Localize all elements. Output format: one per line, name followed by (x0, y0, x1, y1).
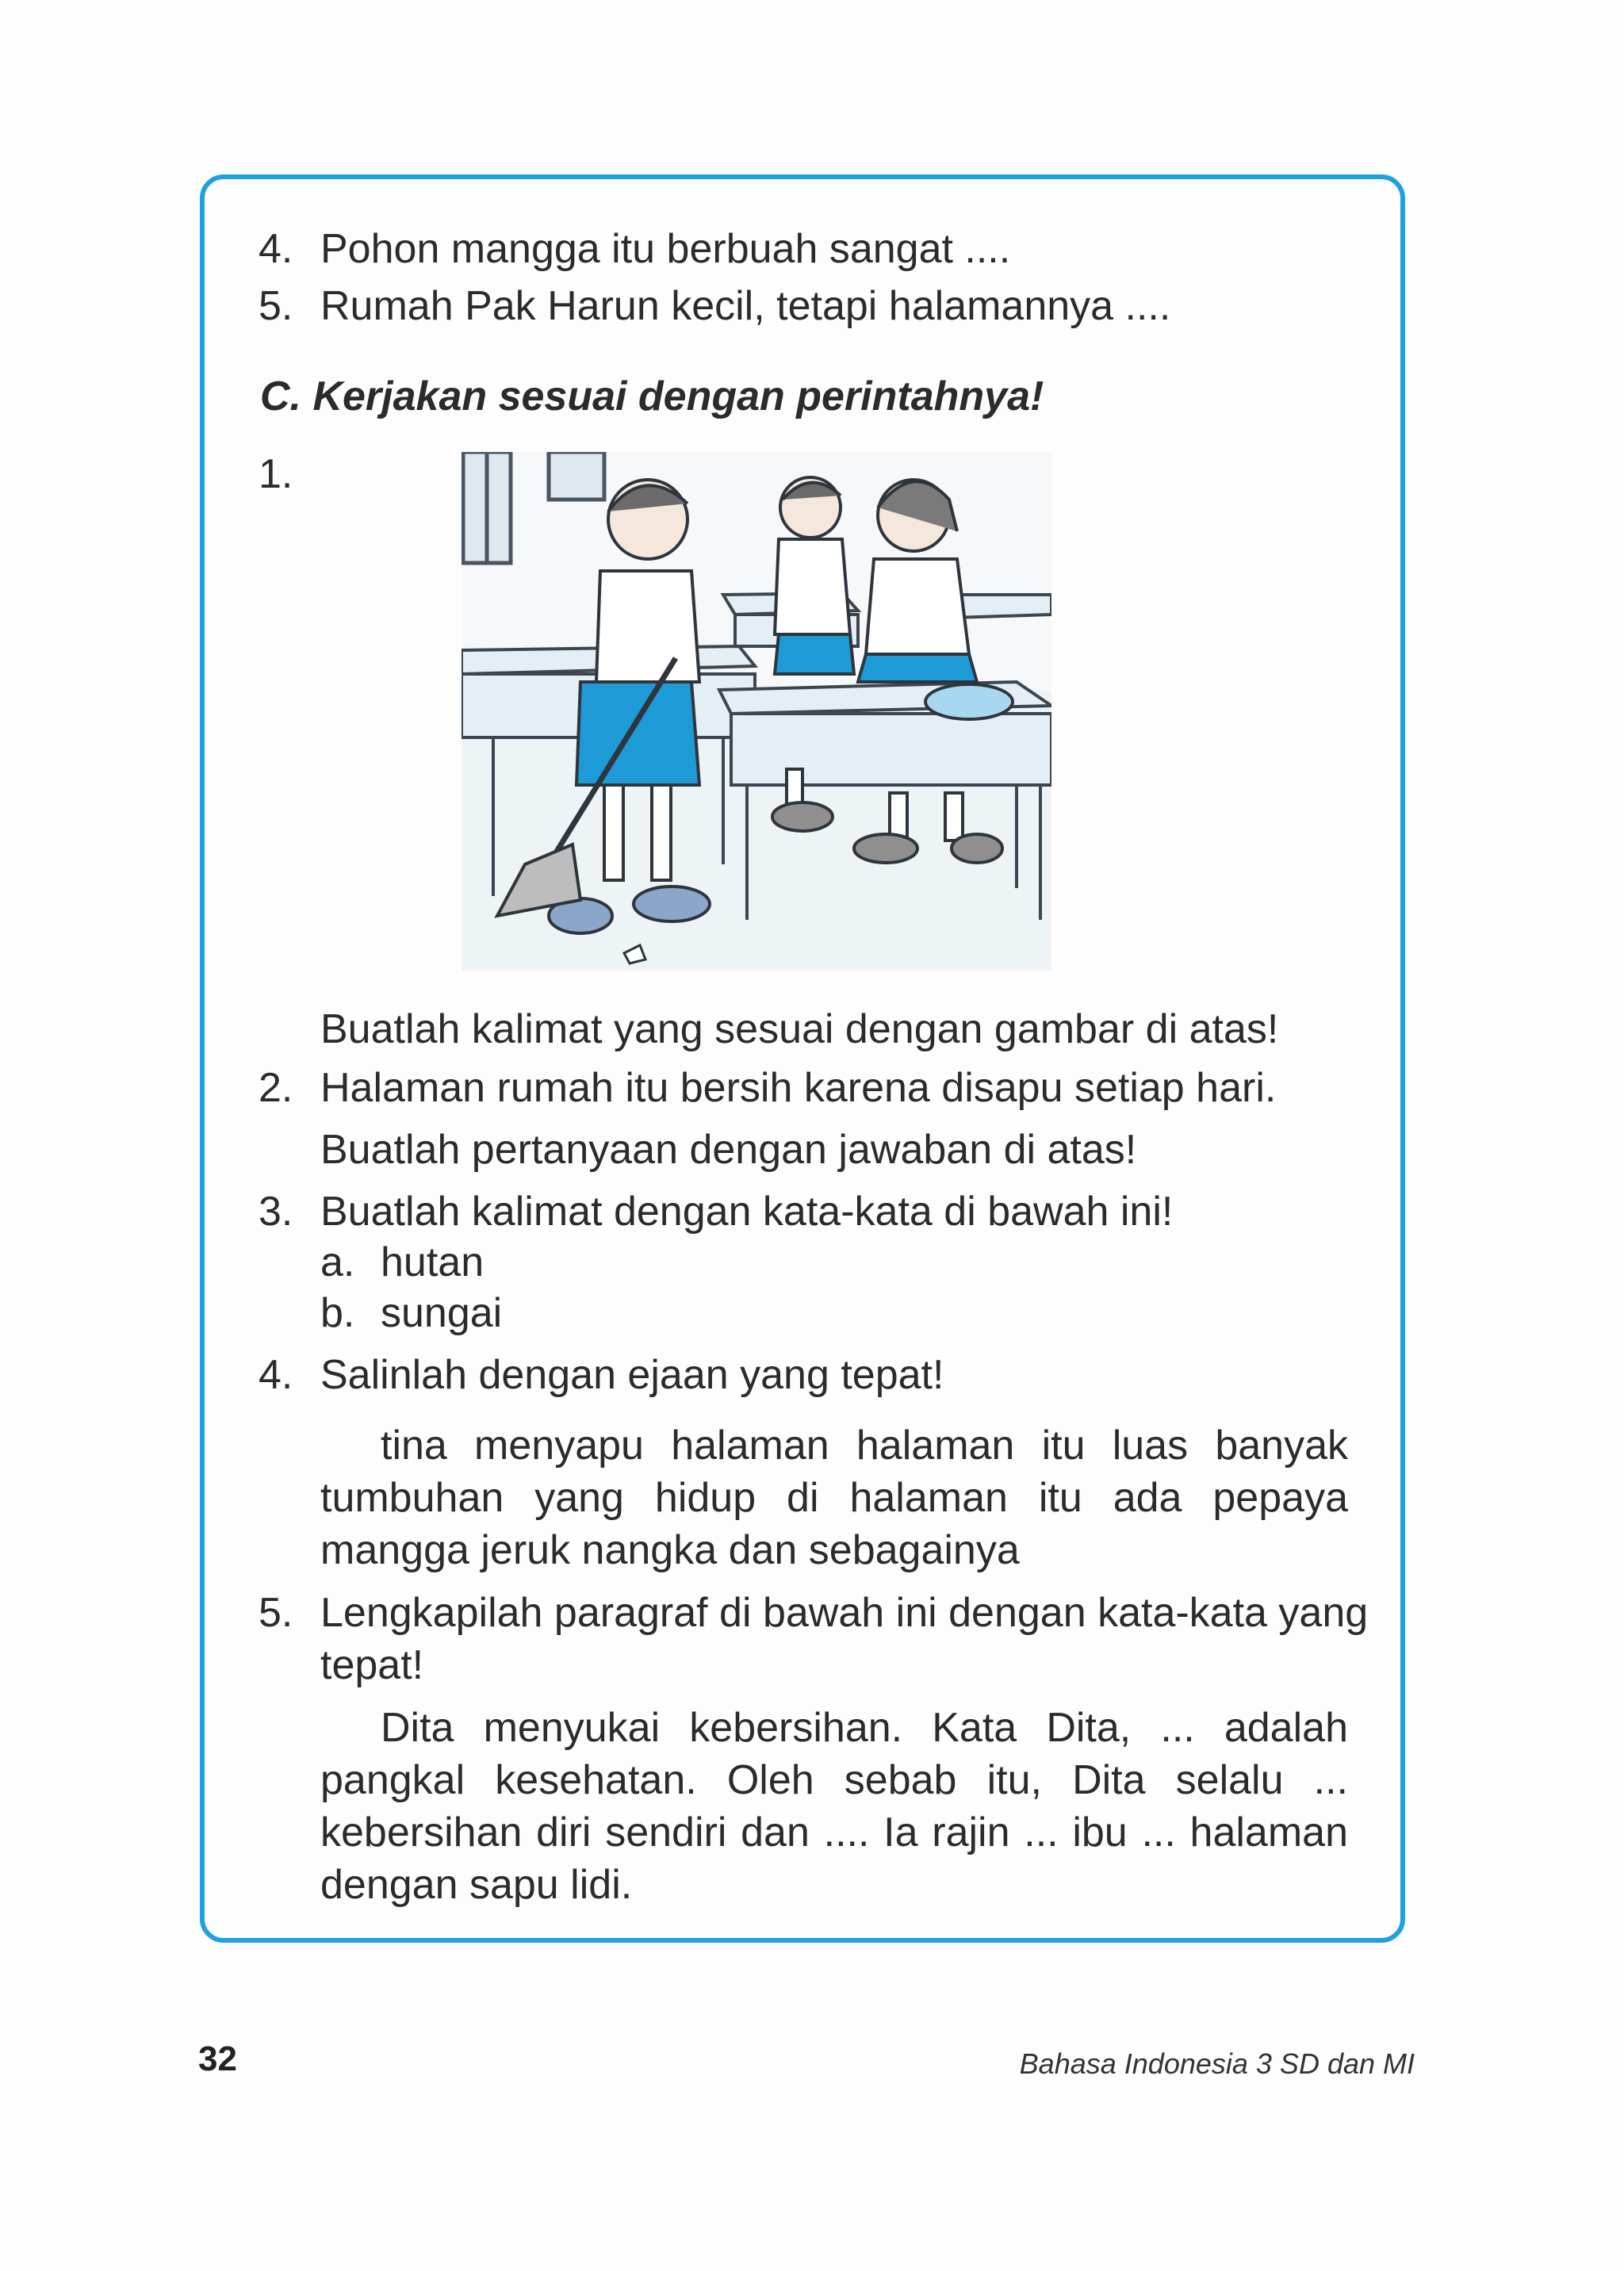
sub-item-text: hutan (381, 1239, 485, 1285)
sub-item-label: b. (320, 1290, 355, 1336)
item-number: 4. (259, 1352, 293, 1398)
item-text: Buatlah kalimat yang sesuai dengan gambar di atas! (320, 1006, 1279, 1052)
item-text: Halaman rumah itu bersih karena disapu setiap hari. (320, 1065, 1277, 1111)
paragraph-to-correct: tina menyapu halaman halaman itu luas banyak tumbuhan yang hidup di halaman itu ada pepaya mangga jeruk nangka dan sebagainya (320, 1423, 1348, 1573)
item-text: Pohon mangga itu berbuah sangat .... (320, 226, 1011, 272)
item-number: 4. (259, 226, 293, 272)
item-number: 5. (259, 283, 293, 329)
item-text: tepat! (320, 1642, 424, 1688)
paragraph-to-complete: Dita menyukai kebersihan. Kata Dita, ... adalah pangkal kesehatan. Oleh sebab itu, Dita selalu ... kebersihan diri sendiri dan .... Ia rajin ... ibu ... halaman dengan sapu lidi. (320, 1705, 1348, 1908)
section-heading: C. Kerjakan sesuai dengan perintahnya! (260, 373, 1044, 419)
item-text: Buatlah pertanyaan dengan jawaban di atas! (320, 1127, 1137, 1173)
item-text: Rumah Pak Harun kecil, tetapi halamannya .... (320, 283, 1171, 329)
item-number: 3. (259, 1189, 293, 1235)
book-title: Bahasa Indonesia 3 SD dan MI (1019, 2047, 1415, 2080)
classroom-cleaning-illustration (462, 452, 1051, 971)
item-text: Salinlah dengan ejaan yang tepat! (320, 1352, 944, 1398)
item-text: Lengkapilah paragraf di bawah ini dengan kata-kata yang (320, 1590, 1369, 1636)
sub-item-label: a. (320, 1239, 355, 1285)
page-number: 32 (198, 2039, 237, 2078)
item-number: 1. (259, 451, 293, 497)
item-number: 5. (259, 1590, 293, 1636)
sub-item-text: sungai (381, 1290, 503, 1336)
item-text: Buatlah kalimat dengan kata-kata di bawah ini! (320, 1189, 1174, 1235)
item-number: 2. (259, 1065, 293, 1111)
